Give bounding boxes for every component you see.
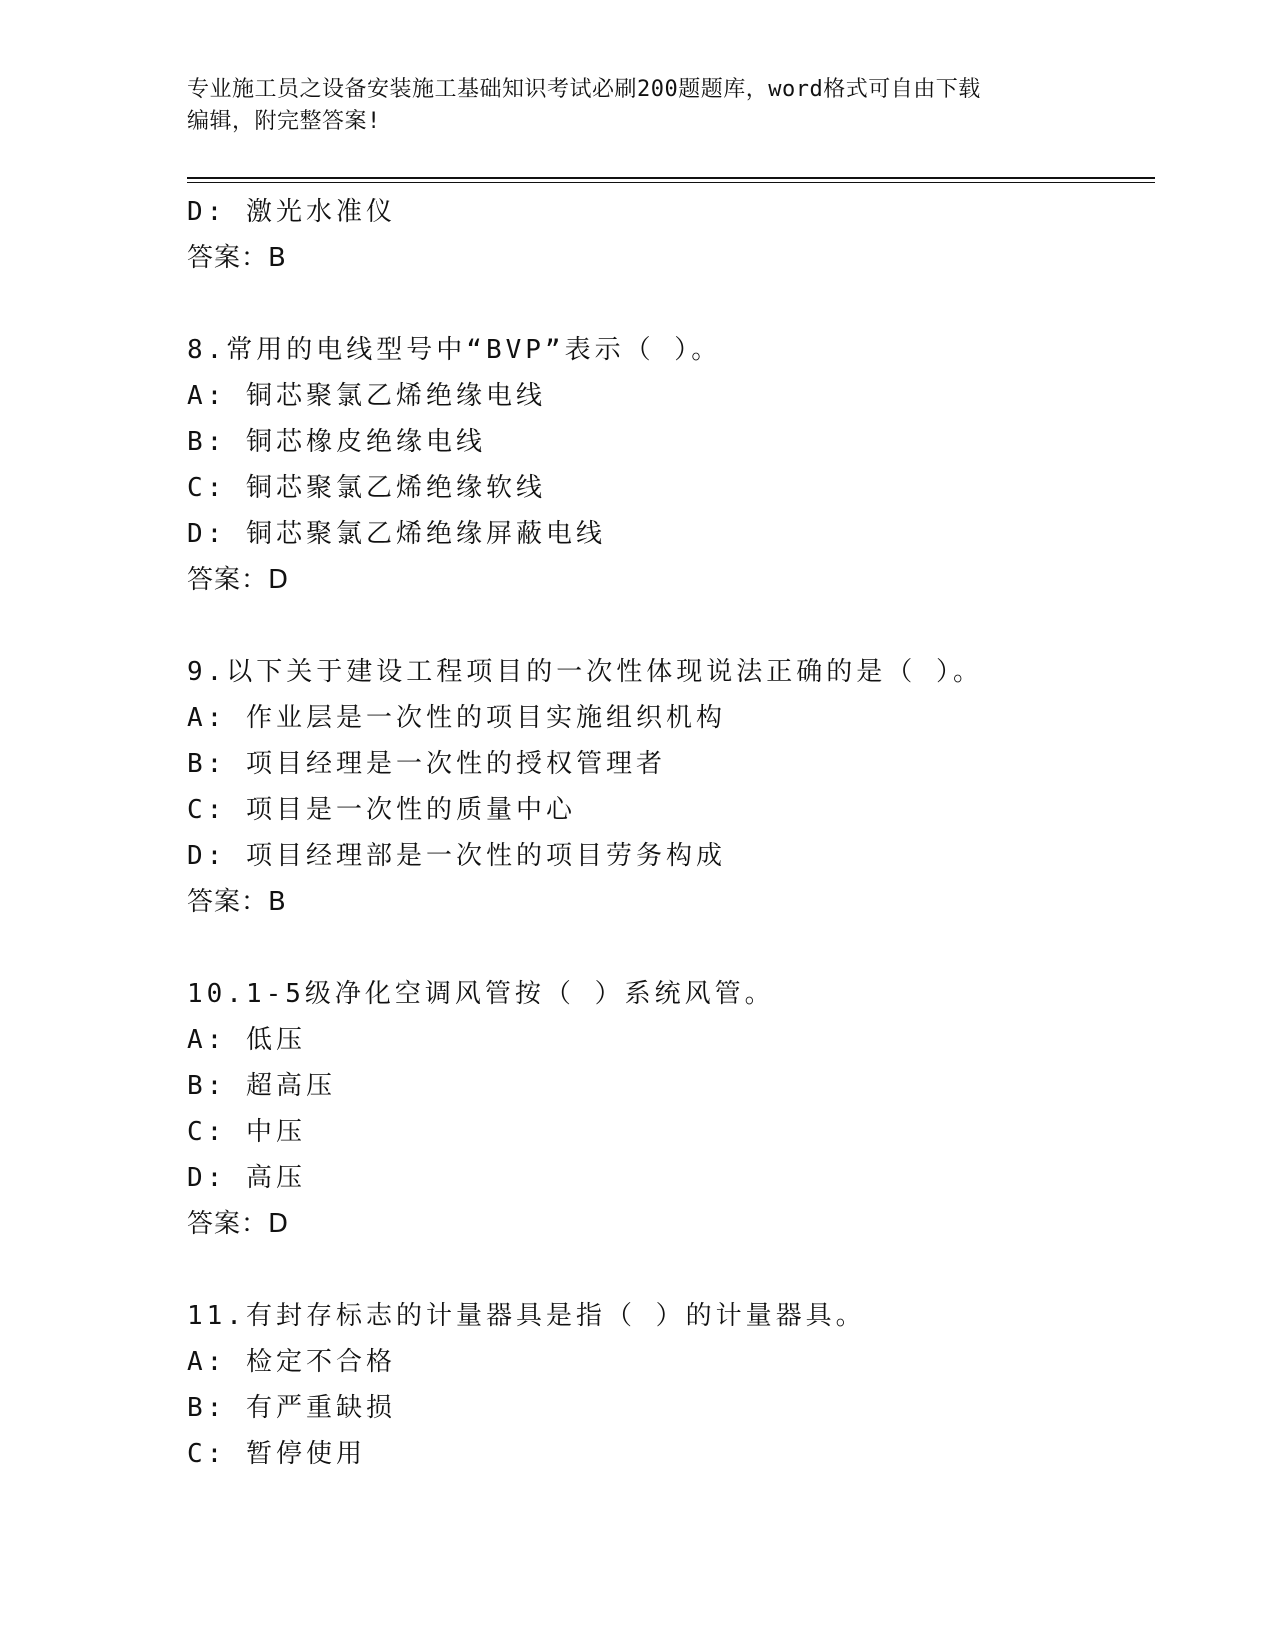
answer: 答案：B xyxy=(187,887,287,917)
header-divider-thin xyxy=(187,182,1155,183)
question-stem: 11.有封存标志的计量器具是指（ ）的计量器具。 xyxy=(187,1301,866,1331)
question-11 xyxy=(187,1293,1147,1477)
option-a: A: 检定不合格 xyxy=(187,1347,396,1377)
option-c: C: 暂停使用 xyxy=(187,1439,366,1469)
header-divider-thick xyxy=(187,177,1155,179)
option-c: C: 中压 xyxy=(187,1117,306,1147)
question-9 xyxy=(187,649,1147,925)
option-d: D: 项目经理部是一次性的项目劳务构成 xyxy=(187,841,726,871)
spacer xyxy=(187,1247,1147,1293)
question-10 xyxy=(187,971,1147,1247)
option-c: C: 铜芯聚氯乙烯绝缘软线 xyxy=(187,473,546,503)
option-b: B: 铜芯橡皮绝缘电线 xyxy=(187,427,486,457)
option-b: B: 有严重缺损 xyxy=(187,1393,396,1423)
question-stem: 10.1-5级净化空调风管按（ ）系统风管。 xyxy=(187,979,775,1009)
document-header xyxy=(187,74,1087,138)
answer: 答案：D xyxy=(187,565,290,595)
option-a: A: 低压 xyxy=(187,1025,306,1055)
question-list xyxy=(187,189,1147,1477)
header-line-2: 编辑，附完整答案! xyxy=(187,109,381,134)
question-stem: 8.常用的电线型号中“BVP”表示（ ）。 xyxy=(187,335,722,365)
option-d: D: 高压 xyxy=(187,1163,306,1193)
option-b: B: 项目经理是一次性的授权管理者 xyxy=(187,749,666,779)
spacer xyxy=(187,603,1147,649)
prev-option-d: D: 激光水准仪 xyxy=(187,197,396,227)
spacer xyxy=(187,925,1147,971)
option-d: D: 铜芯聚氯乙烯绝缘屏蔽电线 xyxy=(187,519,606,549)
option-b: B: 超高压 xyxy=(187,1071,336,1101)
prev-answer: 答案：B xyxy=(187,243,287,273)
question-stem: 9.以下关于建设工程项目的一次性体现说法正确的是（ ）。 xyxy=(187,657,983,687)
question-8 xyxy=(187,327,1147,603)
header-line-1: 专业施工员之设备安装施工基础知识考试必刷200题题库，word格式可自由下载 xyxy=(187,77,981,102)
answer: 答案：D xyxy=(187,1209,290,1239)
spacer xyxy=(187,281,1147,327)
option-a: A: 铜芯聚氯乙烯绝缘电线 xyxy=(187,381,546,411)
option-c: C: 项目是一次性的质量中心 xyxy=(187,795,576,825)
option-a: A: 作业层是一次性的项目实施组织机构 xyxy=(187,703,726,733)
